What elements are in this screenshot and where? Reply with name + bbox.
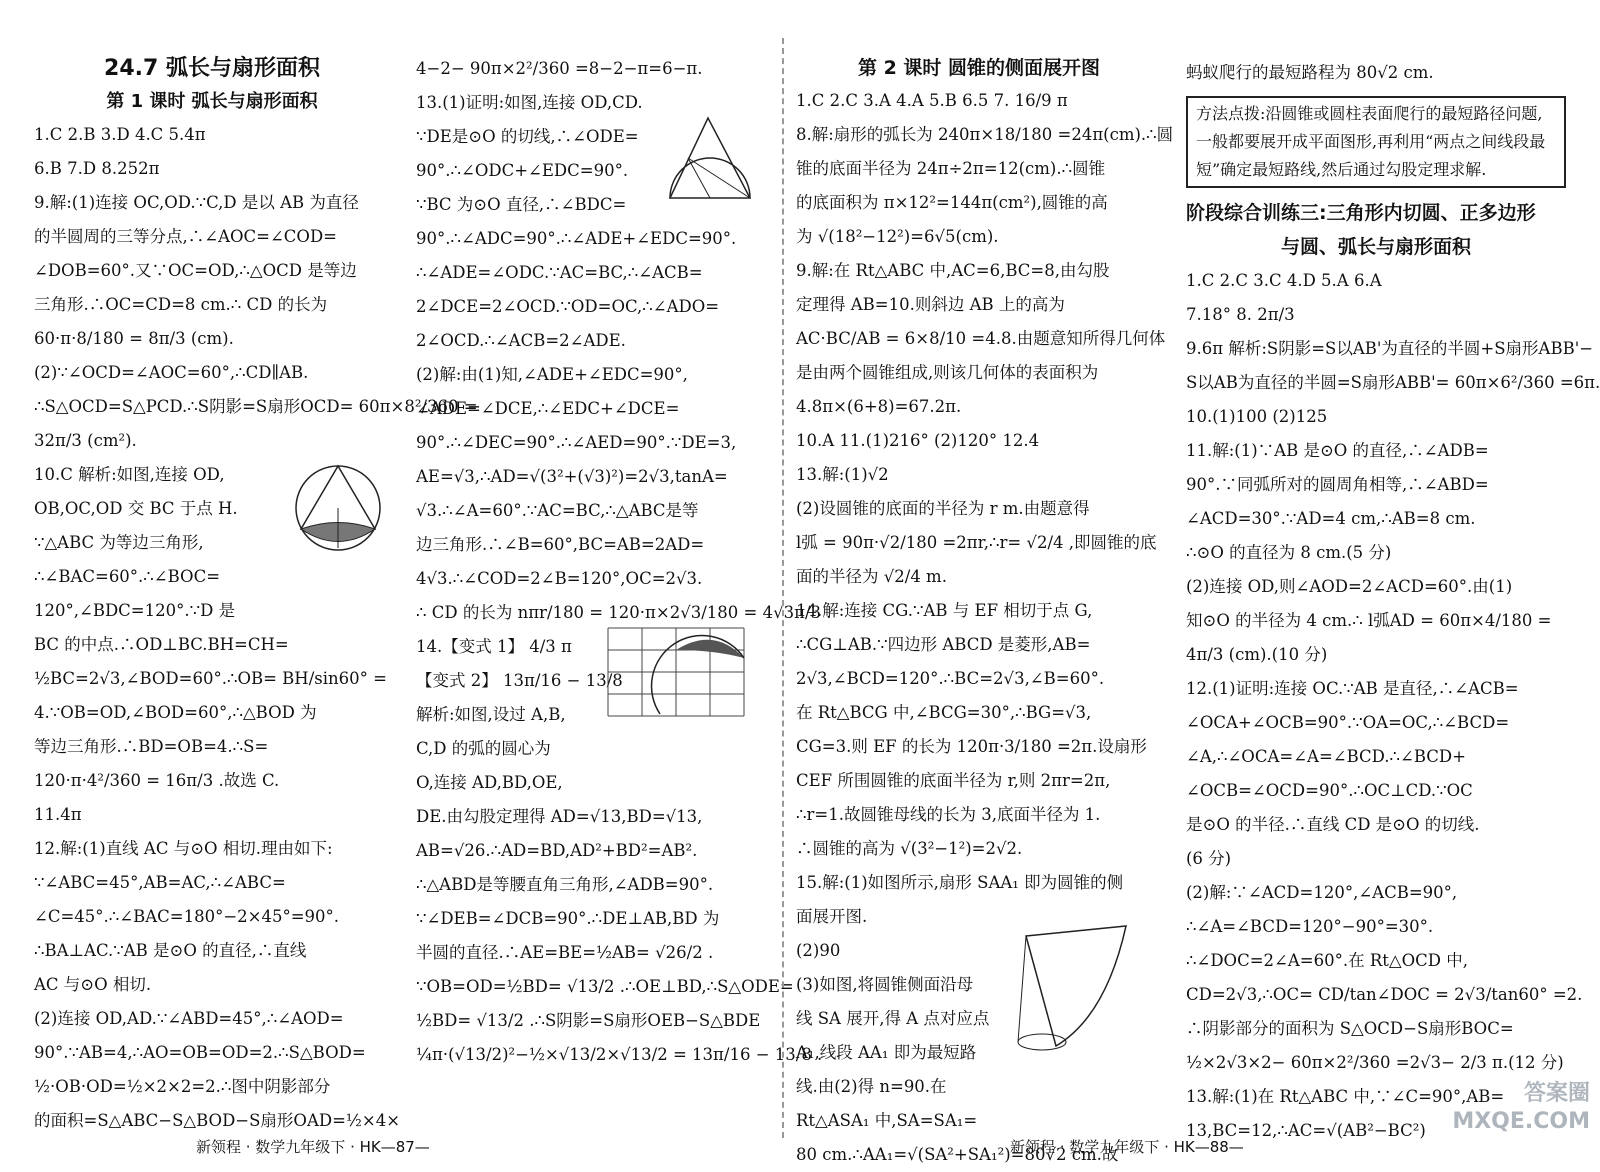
answer-line: ∵OB=OD=½BD= √13/2 .∴OE⊥BD,∴S△ODE= (416, 977, 794, 996)
answer-line: 120·π·4²/360 = 16π/3 .故选 C. (34, 771, 280, 790)
answer-line: (2)90 (796, 941, 841, 960)
answer-line: 13.解:(1)在 Rt△ABC 中,∵∠C=90°,AB= (1186, 1087, 1505, 1106)
answer-line: 的面积=S△ABC−S△BOD−S扇形OAD=½×4× (34, 1111, 401, 1130)
method-tip-box: 方法点拨:沿圆锥或圆柱表面爬行的最短路径问题,一般都要展开成平面图形,再利用“两点之间线段最短”确定最短路线,然后通过勾股定理求解. (1186, 96, 1566, 188)
answer-line: ∴ CD 的长为 nπr/180 = 120·π×2√3/180 = 4√3π/3 . (416, 603, 832, 622)
answer-line: 80 cm.∴AA₁=√(SA²+SA₁²)=80√2 cm.故 (796, 1145, 1119, 1164)
answer-line: 4√3.∴∠COD=2∠B=120°,OC=2√3. (416, 569, 703, 588)
answer-line: 4.8π×(6+8)=67.2π. (796, 397, 962, 416)
answer-line: 蚂蚁爬行的最短路程为 80√2 cm. (1186, 63, 1434, 82)
answer-line: 知⊙O 的半径为 4 cm.∴ l弧AD = 60π×4/180 = (1186, 611, 1552, 630)
right-column-2 (1186, 56, 1600, 1148)
answer-line: 10.(1)100 (2)125 (1186, 407, 1328, 426)
answer-line: 11.4π (34, 805, 82, 824)
answer-line: (2)解:∵∠ACD=120°,∠ACB=90°, (1186, 883, 1458, 902)
answer-line: 14.解:连接 CG.∵AB 与 EF 相切于点 G, (796, 601, 1093, 620)
answer-line: ∠OCA+∠OCB=90°.∵OA=OC,∴∠BCD= (1186, 713, 1510, 732)
answer-line: ∴△ABD是等腰直角三角形,∠ADB=90°. (416, 875, 714, 894)
answer-line: 4.∵OB=OD,∠BOD=60°,∴△BOD 为 (34, 703, 317, 722)
answer-line: ∠ADE=∠DCE,∴∠EDC+∠DCE= (416, 399, 680, 418)
answer-line: ∠DOB=60°.又∵OC=OD,∴△OCD 是等边 (34, 261, 357, 280)
answer-line: √3.∴∠A=60°.∵AC=BC,∴△ABC是等 (416, 501, 699, 520)
answer-line: ½×2√3×2− 60π×2²/360 =2√3− 2/3 π.(12 分) (1186, 1053, 1564, 1072)
answer-line: 12.解:(1)直线 AC 与⊙O 相切.理由如下: (34, 839, 333, 858)
triangle-semicircle-figure (664, 112, 776, 204)
answer-line: ∴⊙O 的直径为 8 cm.(5 分) (1186, 543, 1392, 562)
footer-left: 新领程 · 数学九年级下 · HK—87— (196, 1138, 430, 1156)
answer-line: 三角形.∴OC=CD=8 cm.∴ CD 的长为 (34, 295, 328, 314)
answer-line: ∠A,∴∠OCA=∠A=∠BCD.∴∠BCD+ (1186, 747, 1466, 766)
answer-line: 120°,∠BDC=120°.∵D 是 (34, 601, 236, 620)
answer-line: ∴∠DOC=2∠A=60°.在 Rt△OCD 中, (1186, 951, 1468, 970)
answer-line: 的底面积为 π×12²=144π(cm²),圆锥的高 (796, 193, 1108, 212)
answer-line: 线.由(2)得 n=90.在 (796, 1077, 947, 1096)
answer-line: 7.18° 8. 2π/3 (1186, 305, 1295, 324)
answer-line: 11.解:(1)∵AB 是⊙O 的直径,∴∠ADB= (1186, 441, 1489, 460)
answer-line: (2)连接 OD,则∠AOD=2∠ACD=60°.由(1) (1186, 577, 1513, 596)
answer-line: 在 Rt△BCG 中,∠BCG=30°,∴BG=√3, (796, 703, 1092, 722)
footer-right: 新领程 · 数学九年级下 · HK—88— (1010, 1138, 1244, 1156)
answer-line: (2)设圆锥的底面的半径为 r m.由题意得 (796, 499, 1090, 518)
answer-line: AC·BC/AB = 6×8/10 =4.8.由题意知所得几何体 (796, 329, 1166, 348)
answer-line: 6.B 7.D 8.252π (34, 159, 160, 178)
answer-line: ¼π·(√13/2)²−½×√13/2×√13/2 = 13π/16 − 13/8 . (416, 1045, 823, 1064)
col4-lines (1186, 264, 1600, 1148)
answer-line: 90°.∵同弧所对的圆周角相等,∴∠ABD= (1186, 475, 1489, 494)
answer-line: 9.解:在 Rt△ABC 中,AC=6,BC=8,由勾股 (796, 261, 1110, 280)
answer-line: ∠C=45°.∴∠BAC=180°−2×45°=90°. (34, 907, 340, 926)
answer-line: 9.解:(1)连接 OC,OD.∵C,D 是以 AB 为直径 (34, 193, 359, 212)
answer-line: ∴圆锥的高为 √(3²−1²)=2√2. (796, 839, 1023, 858)
answer-line: (3)如图,将圆锥侧面沿母 (796, 975, 974, 994)
page-divider (782, 38, 784, 1138)
answer-line: ∴BA⊥AC.∵AB 是⊙O 的直径,∴直线 (34, 941, 307, 960)
answer-line: 【变式 2】 13π/16 − 13/8 (416, 671, 623, 690)
answer-line: 10.A 11.(1)216° (2)120° 12.4 (796, 431, 1040, 450)
answer-line: 的半圆周的三等分点,∴∠AOC=∠COD= (34, 227, 337, 246)
answer-line: l弧 = 90π·√2/180 =2πr,∴r= √2/4 ,即圆锥的底 (796, 533, 1157, 552)
answer-line: 线 SA 展开,得 A 点对应点 (796, 1009, 990, 1028)
answer-line: 1.C 2.C 3.A 4.A 5.B 6.5 7. 16/9 π (796, 91, 1068, 110)
answer-line: 4−2− 90π×2²/360 =8−2−π=6−π. (416, 59, 703, 78)
answer-line: BC 的中点.∴OD⊥BC.BH=CH= (34, 635, 289, 654)
answer-line: 面展开图. (796, 907, 868, 926)
answer-line: S以AB为直径的半圆=S扇形ABB'= 60π×6²/360 =6π. (1186, 373, 1600, 392)
answer-line: 1.C 2.B 3.D 4.C 5.4π (34, 125, 206, 144)
answer-line: ∴∠A=∠BCD=120°−90°=30°. (1186, 917, 1434, 936)
circle-triangle-figure (290, 458, 386, 554)
answer-line: ∵∠ABC=45°,AB=AC,∴∠ABC= (34, 873, 286, 892)
answer-line: ∴S△OCD=S△PCD.∴S阴影=S扇形OCD= 60π×8²/360 = (34, 397, 478, 416)
answer-line: 2∠DCE=2∠OCD.∵OD=OC,∴∠ADO= (416, 297, 720, 316)
answer-line: AC 与⊙O 相切. (34, 975, 152, 994)
answer-line: ∴∠BAC=60°.∴∠BOC= (34, 567, 221, 586)
answer-line: ∴CG⊥AB.∵四边形 ABCD 是菱形,AB= (796, 635, 1091, 654)
lesson-title-2: 第 2 课时 圆锥的侧面展开图 (857, 57, 1101, 79)
answer-line: 90°.∴∠ADC=90°.∴∠ADE+∠EDC=90°. (416, 229, 737, 248)
answer-line: 90°.∵AB=4,∴AO=OB=OD=2.∴S△BOD= (34, 1043, 366, 1062)
answer-line: 边三角形.∴∠B=60°,BC=AB=2AD= (416, 535, 705, 554)
answer-line: ∵△ABC 为等边三角形, (34, 533, 204, 552)
answer-line: 定理得 AB=10.则斜边 AB 上的高为 (796, 295, 1065, 314)
answer-line: 13.(1)证明:如图,连接 OD,CD. (416, 93, 643, 112)
answer-line: 60·π·8/180 = 8π/3 (cm). (34, 329, 234, 348)
answer-line: (2)连接 OD,AD.∵∠ABD=45°,∴∠AOD= (34, 1009, 344, 1028)
answer-line: CG=3.则 EF 的长为 120π·3/180 =2π.设扇形 (796, 737, 1147, 756)
answer-line: ∵BC 为⊙O 直径,∴∠BDC= (416, 195, 627, 214)
answer-line: 1.C 2.C 3.C 4.D 5.A 6.A (1186, 271, 1382, 290)
answer-line: 半圆的直径.∴AE=BE=½AB= √26/2 . (416, 943, 714, 962)
answer-line: 10.C 解析:如图,连接 OD, (34, 465, 225, 484)
answer-line: 2∠OCD.∴∠ACB=2∠ADE. (416, 331, 626, 350)
section-title: 24.7 弧长与扇形面积 (104, 56, 320, 81)
answer-line: CEF 所围圆锥的底面半径为 r,则 2πr=2π, (796, 771, 1111, 790)
answer-line: ∵DE是⊙O 的切线,∴∠ODE= (416, 127, 639, 146)
answer-line: 8.解:扇形的弧长为 240π×18/180 =24π(cm).∴圆 (796, 125, 1174, 144)
answer-line: 2√3,∠BCD=120°.∴BC=2√3,∠B=60°. (796, 669, 1105, 688)
answer-line: CD=2√3,∴OC= CD/tan∠DOC = 2√3/tan60° =2. (1186, 985, 1583, 1004)
answer-line: 是由两个圆锥组成,则该几何体的表面积为 (796, 363, 1099, 382)
cone-unfold-figure (1006, 926, 1136, 1056)
answer-line: ½BD= √13/2 .∴S阴影=S扇形OEB−S△BDE (416, 1011, 761, 1030)
answer-line: 13.解:(1)√2 (796, 465, 889, 484)
answer-line: ½BC=2√3,∠BOD=60°.∴OB= BH/sin60° = (34, 669, 387, 688)
answer-line: OB,OC,OD 交 BC 于点 H. (34, 499, 238, 518)
answer-line: (6 分) (1186, 849, 1232, 868)
col1-lines (34, 118, 478, 1138)
grid-arc-figure (604, 620, 752, 718)
answer-line: 13,BC=12,∴AC=√(AB²−BC²) (1186, 1121, 1426, 1140)
answer-line: 锥的底面半径为 24π÷2π=12(cm).∴圆锥 (796, 159, 1106, 178)
answer-line: 解析:如图,设过 A,B, (416, 705, 566, 724)
answer-line: A₁,线段 AA₁ 即为最短路 (796, 1043, 977, 1062)
answer-line: 90°.∴∠ODC+∠EDC=90°. (416, 161, 629, 180)
answer-line: 9.6π 解析:S阴影=S以AB'为直径的半圆+S扇形ABB'− (1186, 339, 1594, 358)
answer-line: Rt△ASA₁ 中,SA=SA₁= (796, 1111, 978, 1130)
answer-line: ∵∠DEB=∠DCB=90°.∴DE⊥AB,BD 为 (416, 909, 720, 928)
answer-line: 4π/3 (cm).(10 分) (1186, 645, 1328, 664)
answer-line: 15.解:(1)如图所示,扇形 SAA₁ 即为圆锥的侧 (796, 873, 1124, 892)
answer-line: 等边三角形.∴BD=OB=4.∴S= (34, 737, 269, 756)
answer-line: ∠OCB=∠OCD=90°.∴OC⊥CD.∵OC (1186, 781, 1473, 800)
answer-line: O,连接 AD,BD,OE, (416, 773, 563, 792)
answer-line: ½·OB·OD=½×2×2=2.∴图中阴影部分 (34, 1077, 331, 1096)
answer-line: 12.(1)证明:连接 OC.∵AB 是直径,∴∠ACB= (1186, 679, 1519, 698)
answer-line: AE=√3,∴AD=√(3²+(√3)²)=2√3,tanA= (416, 467, 728, 486)
answer-line: ∠ACD=30°.∵AD=4 cm,∴AB=8 cm. (1186, 509, 1476, 528)
answer-line: 是⊙O 的半径.∴直线 CD 是⊙O 的切线. (1186, 815, 1480, 834)
answer-line: ∴r=1.故圆锥母线的长为 3,底面半径为 1. (796, 805, 1101, 824)
answer-line: 为 √(18²−12²)=6√5(cm). (796, 227, 999, 246)
stage-title-line2: 与圆、弧长与扇形面积 (1280, 236, 1471, 258)
left-column-1 (34, 52, 478, 1138)
answer-line: AB=√26.∴AD=BD,AD²+BD²=AB². (416, 841, 698, 860)
answer-line: 面的半径为 √2/4 m. (796, 567, 947, 586)
answer-line: C,D 的弧的圆心为 (416, 739, 551, 758)
answer-line: 90°.∴∠DEC=90°.∴∠AED=90°.∵DE=3, (416, 433, 737, 452)
watermark-logo: 答案圈 MXQE.COM (1452, 1081, 1590, 1134)
answer-line: (2)∵∠OCD=∠AOC=60°,∴CD∥AB. (34, 363, 309, 382)
answer-line: 32π/3 (cm²). (34, 431, 137, 450)
answer-line: ∴∠ADE=∠ODC.∵AC=BC,∴∠ACB= (416, 263, 703, 282)
stage-title-line1: 阶段综合训练三:三角形内切圆、正多边形 (1186, 202, 1536, 224)
answer-line: DE.由勾股定理得 AD=√13,BD=√13, (416, 807, 703, 826)
answer-line: (2)解:由(1)知,∠ADE+∠EDC=90°, (416, 365, 688, 384)
answer-line: ∴阴影部分的面积为 S△OCD−S扇形BOC= (1186, 1019, 1514, 1038)
answer-line: 14.【变式 1】 4/3 π (416, 637, 572, 656)
lesson-title: 第 1 课时 弧长与扇形面积 (106, 91, 318, 112)
